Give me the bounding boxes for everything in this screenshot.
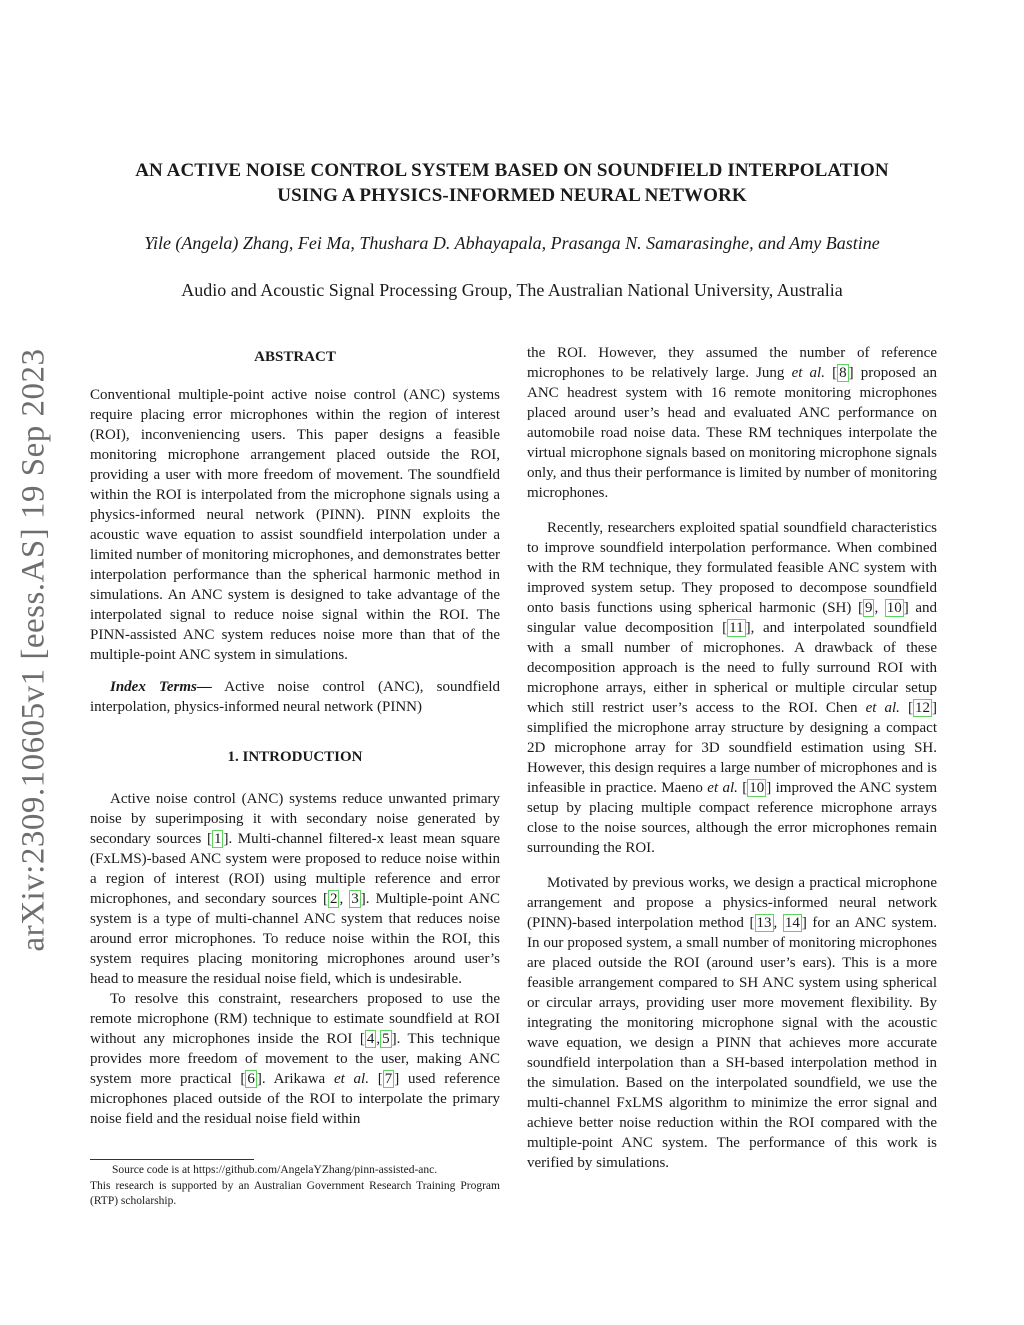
citation-link[interactable]: 1 (213, 831, 222, 847)
index-terms-label: Index Terms— (110, 679, 212, 695)
text-run: [ (368, 1071, 383, 1087)
citation-link[interactable]: 7 (384, 1071, 393, 1087)
text-run: Active noise control (ANC) systems reduce unwanted primary noise by superimposing it with secondary noise generated by secondary sources [ (90, 791, 500, 847)
footnote-funding: This research is supported by an Australian Government Research Training Program (RTP) scholarship. (90, 1179, 500, 1207)
text-run: , (874, 600, 885, 616)
citation-link[interactable]: 10 (749, 780, 765, 796)
text-run: ] and singular value decomposition [ (527, 600, 938, 636)
text-run: et al. (865, 700, 900, 716)
intro-paragraph-2 (90, 989, 500, 1129)
text-run: ]. Multiple-point ANC system is a type of multi-channel ANC system that reduces noise around error microphones. To reduce noise within the ROI, this system requires placing monitoring microphones around user’s head to measure the residual noise field, which is undesirable. (90, 891, 500, 987)
left-column (90, 343, 500, 1129)
text-run: ]. Arikawa (256, 1071, 334, 1087)
citation-link[interactable]: 13 (756, 915, 772, 931)
text-run: et al. (707, 780, 738, 796)
text-run: ] used reference microphones placed outside of the ROI to interpolate the primary noise field and the residual noise field within (90, 1071, 501, 1127)
footnote-source-code: Source code is at https://github.com/AngelaYZhang/pinn-assisted-anc. (112, 1164, 438, 1176)
citation-link[interactable]: 10 (886, 600, 902, 616)
arxiv-identifier-stamp: arXiv:2309.10605v1 [eess.AS] 19 Sep 2023 (15, 348, 52, 952)
text-run: the ROI. However, they assumed the number of reference microphones to be relatively large. Jung (527, 345, 937, 381)
footnotes (90, 1163, 500, 1210)
text-run: Motivated by previous works, we design a practical microphone arrangement and propose a physics-informed neural network (PINN)-based interpolation method [ (527, 875, 937, 931)
text-run: [ (899, 700, 914, 716)
abstract-text: Conventional multiple-point active noise control (ANC) systems require placing error microphones within the region of interest (ROI), inconveniencing users. This paper designs a feasible monitoring microphone arrangement placed outside the ROI, providing a user with more freedom of movement. The soundfield within the ROI is interpolated from the microphone signals using a physics-informed neural network (PINN). PINN exploits the acoustic wave equation to assist soundfield interpolation under a limited number of monitoring microphones, and demonstrates better interpolation performance than the spherical harmonic method in simulations. An ANC system is designed to take advantage of the interpolated signal to reduce noise signal within the ROI. The PINN-assisted ANC system reduces noise more than that of the multiple-point ANC system in simulations. (90, 387, 500, 663)
text-run: ]. This technique provides more freedom of movement to the user, making ANC system more practical [ (90, 1031, 501, 1087)
text-run: To resolve this constraint, researchers proposed to use the remote microphone (RM) technique to estimate soundfield at ROI without any microphones inside the ROI [ (90, 991, 500, 1047)
intro-paragraph-4 (527, 873, 937, 1173)
intro-paragraph-2-continued (527, 343, 937, 503)
index-terms (90, 677, 500, 717)
citation-link[interactable]: 2 (329, 891, 338, 907)
text-run: ], and interpolated soundfield with a small number of microphones. A drawback of these decomposition approach is the need to fully surround ROI with microphone arrays, either in spherical or multiple circular setup which still restrict user’s access to the ROI. Chen (527, 620, 937, 716)
paper-title (60, 158, 964, 208)
citation-link[interactable]: 5 (382, 1031, 390, 1047)
text-run: , (376, 1031, 381, 1047)
title-line-2: USING A PHYSICS-INFORMED NEURAL NETWORK (277, 185, 747, 206)
citation-link[interactable]: 4 (366, 1031, 375, 1047)
citation-link[interactable]: 6 (247, 1071, 255, 1087)
text-run: Recently, researchers exploited spatial soundfield characteristics to improve soundfield interpolation performance. When combined with the RM technique, they formulated feasible ANC system with improved system setup. They proposed to decompose soundfield onto basis functions using spherical harmonic (SH) [ (527, 520, 937, 616)
text-run: [ (824, 365, 838, 381)
citation-link[interactable]: 8 (839, 365, 847, 381)
author-list: Yile (Angela) Zhang, Fei Ma, Thushara D. Abhayapala, Prasanga N. Samarasinghe, and Amy Bastine (144, 233, 880, 253)
intro-paragraph-3 (527, 518, 937, 858)
text-run: ] for an ANC system. In our proposed system, a small number of monitoring microphones are placed outside the ROI (around user’s ears). This is a more feasible arrangement compared to SH ANC system using spherical or circular arrays, providing user more movement flexibility. By integrating the monitoring microphone signal with the acoustic wave equation, we design a PINN that achieves more accurate soundfield interpolation than a SH-based interpolation method in the simulation. Based on the interpolated soundfield, we use the multi-channel FxLMS algorithm to minimize the error signal and achieve better noise reduction within the ROI compared with the multiple-point ANC system. The performance of this work is verified by simulations. (527, 915, 938, 1171)
text-run: et al. (333, 1071, 369, 1087)
citation-link[interactable]: 3 (351, 891, 359, 907)
text-run: ]. Multi-channel filtered-x least mean square (FxLMS)-based ANC system were proposed to reduce noise within a region of interest (ROI) using multiple reference and error microphones, and secondary sources [ (90, 831, 500, 907)
footnote-rule (90, 1159, 254, 1160)
text-run: ] proposed an ANC headrest system with 16 remote monitoring microphones placed around user’s head and evaluated ANC performance on automobile road noise data. These RM techniques interpolate the virtual microphone signals based on monitoring microphone signals only, and thus their performance is limited by number of monitoring microphones. (527, 365, 938, 501)
index-terms-text: Active noise control (ANC), soundfield interpolation, physics-informed neural network (PINN) (90, 679, 501, 715)
abstract-heading: ABSTRACT (254, 349, 336, 365)
text-run: , (773, 915, 783, 931)
affiliation: Audio and Acoustic Signal Processing Group, The Australian National University, Australia (181, 280, 843, 300)
title-line-1: AN ACTIVE NOISE CONTROL SYSTEM BASED ON SOUNDFIELD INTERPOLATION (135, 160, 889, 181)
citation-link[interactable]: 14 (784, 915, 800, 931)
intro-paragraph-1 (90, 789, 500, 989)
text-run: et al. (791, 365, 825, 381)
citation-link[interactable]: 12 (915, 700, 931, 716)
text-run: ] simplified the microphone array structure by designing a compact 2D microphone array for 3D soundfield estimation using SH. However, this design requires a large number of microphones and is infeasible in practice. Maeno (527, 700, 938, 796)
text-run: ] improved the ANC system setup by placing multiple compact reference microphone arrays close to the noise sources, although the error microphones remain surrounding the ROI. (527, 780, 937, 856)
introduction-heading: 1. INTRODUCTION (227, 749, 363, 765)
citation-link[interactable]: 9 (864, 600, 873, 616)
right-column (527, 343, 937, 1173)
text-run: , (339, 891, 350, 907)
text-run: [ (737, 780, 748, 796)
citation-link[interactable]: 11 (729, 620, 744, 636)
